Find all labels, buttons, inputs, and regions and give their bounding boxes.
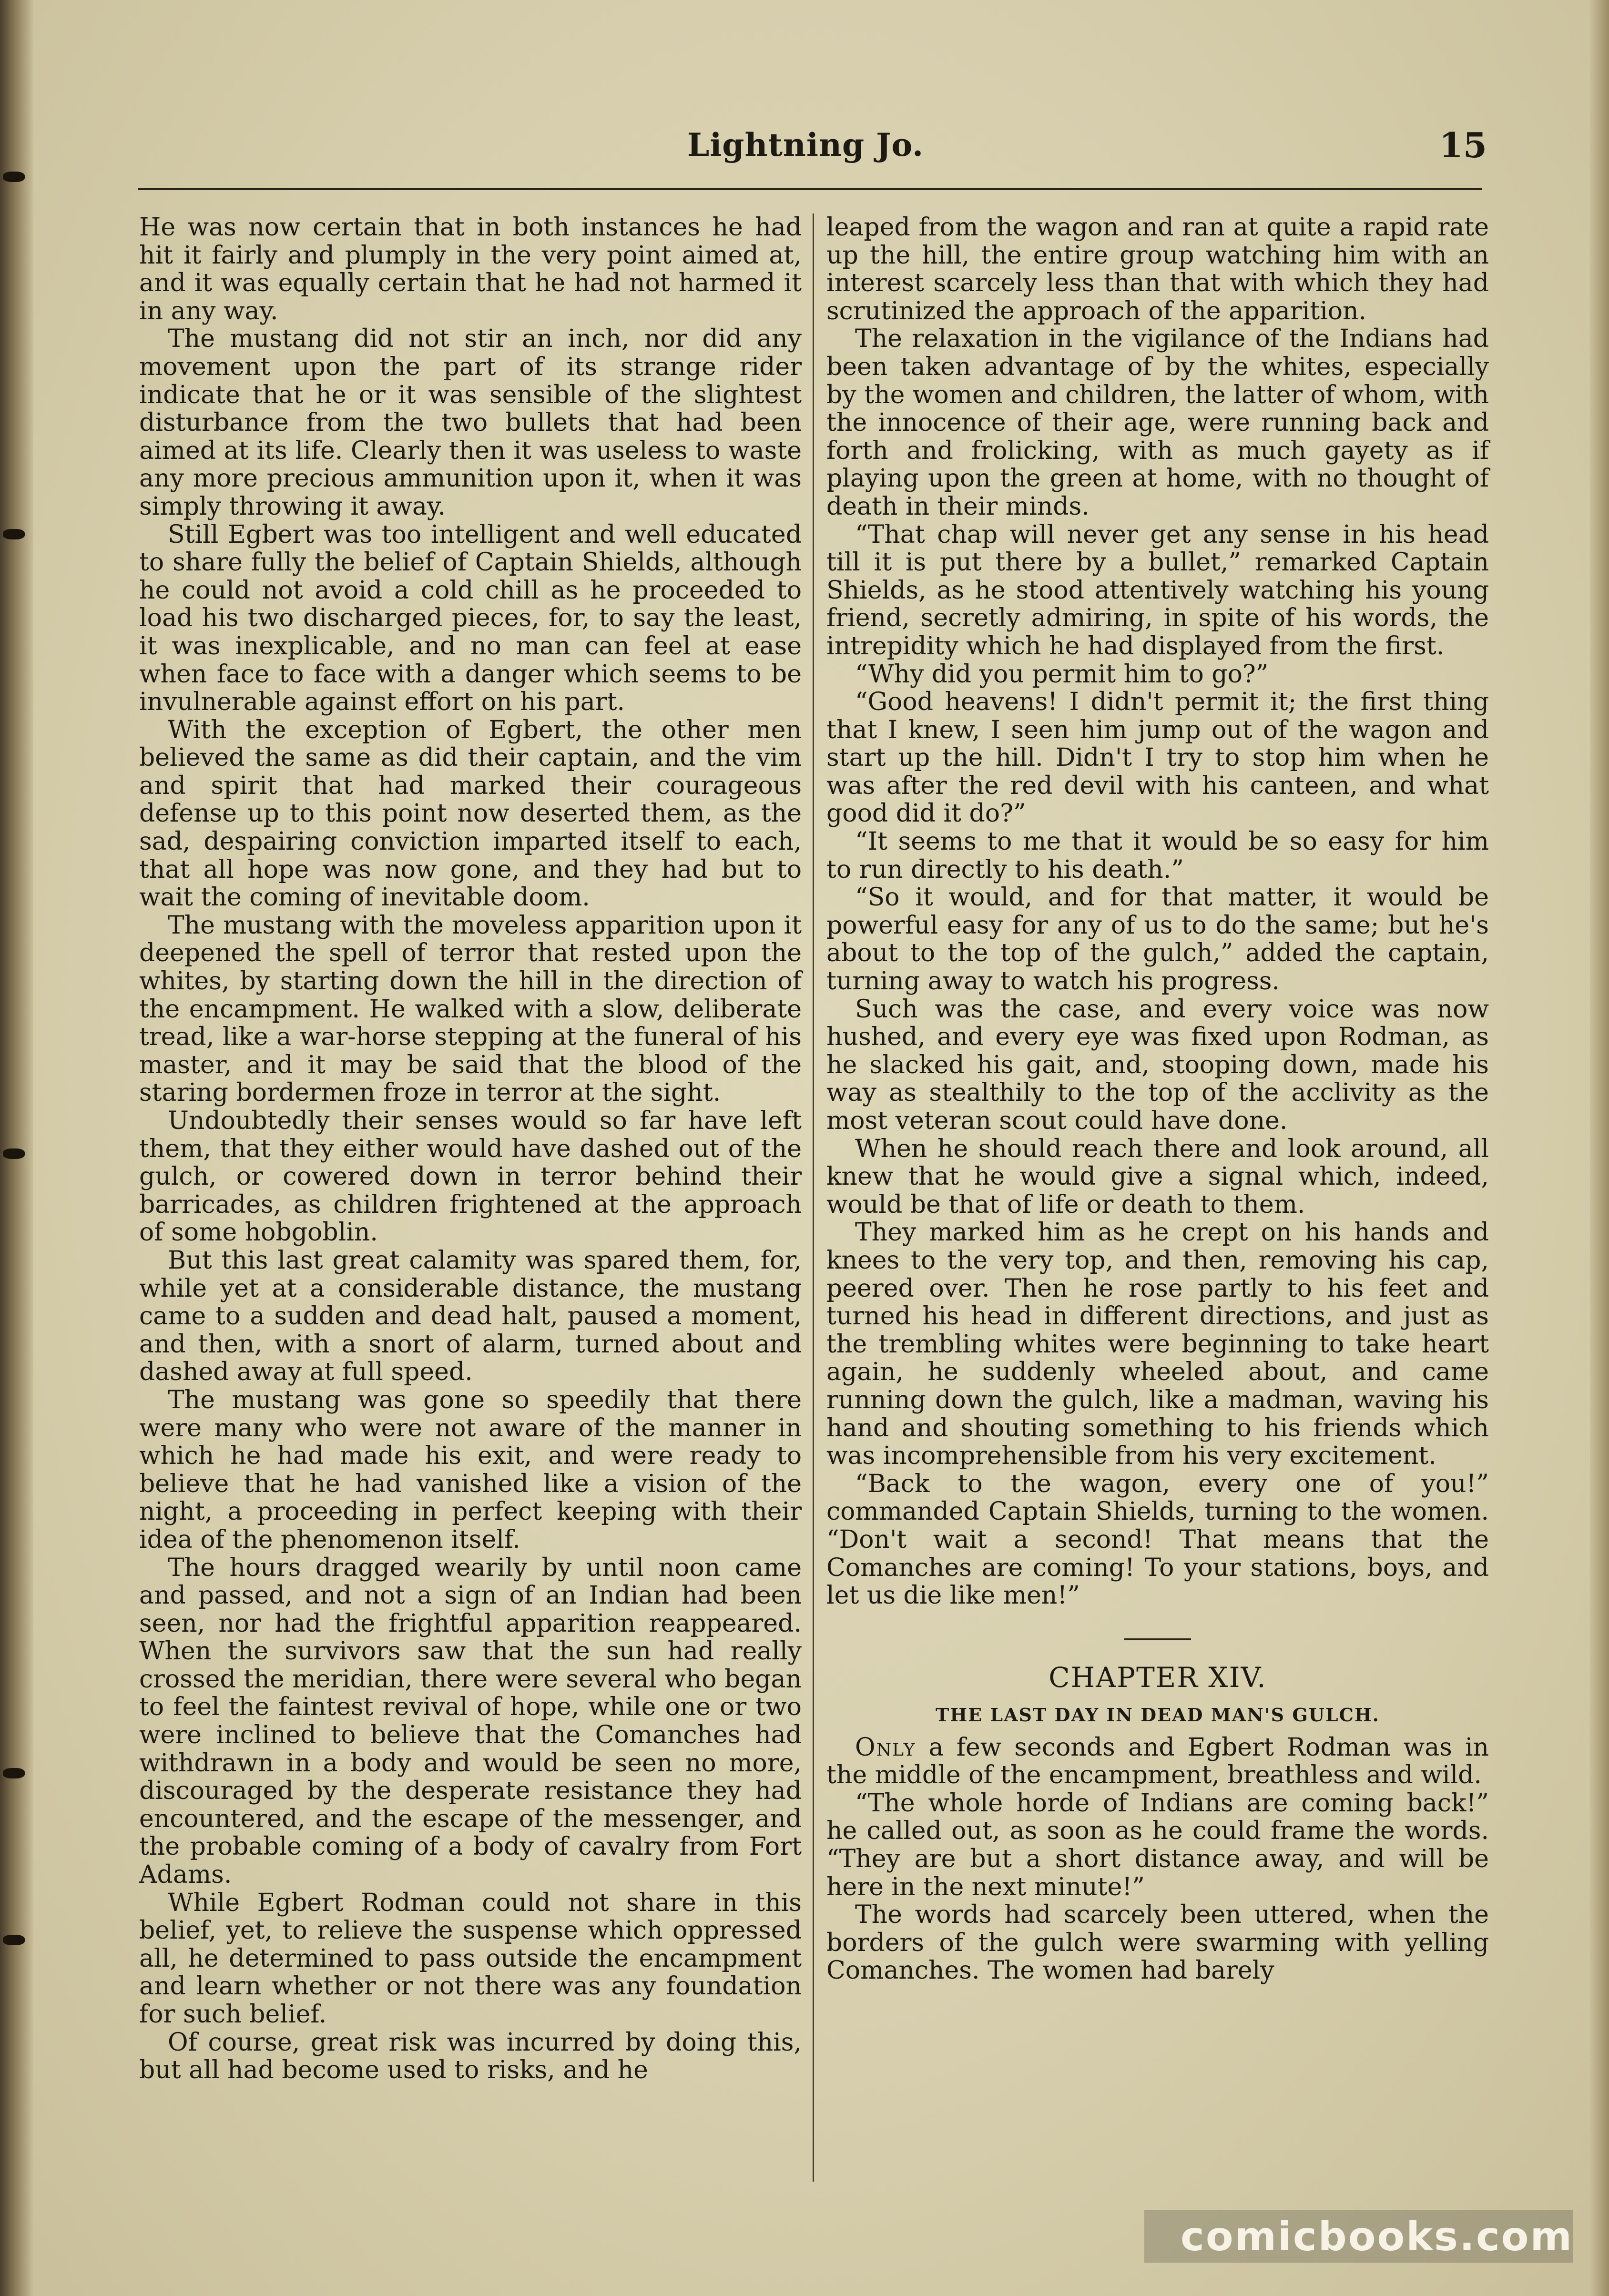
paragraph: “Back to the wagon, every one of you!” commanded Captain Shields, turning to the women. “Don't wait a second! That means that the Comanches are coming! To your stations, boys, and let us die like men!” [826,1469,1489,1610]
paragraph: “That chap will never get any sense in his head till it is put there by a bullet,” remarked Captain Shields, as he stood attentively watching his young friend, secretly admiring, in spite of his words, the intrepidity which he had displayed from the first. [826,520,1489,660]
binding-stitch [3,1935,25,1945]
paragraph: “The whole horde of Indians are coming back!” he called out, as soon as he could frame the words. “They are but a short distance away, and will be here in the next minute!” [826,1788,1489,1901]
column-divider [813,213,814,2182]
paragraph: He was now certain that in both instances he had hit it fairly and plumply in the very point aimed at, and it was equally certain that he had not harmed it in any way. [139,213,802,325]
chapter-subtitle: THE LAST DAY IN DEAD MAN'S GULCH. [935,1704,1380,1726]
right-column [826,213,1489,1985]
paragraph: “So it would, and for that matter, it would be powerful easy for any of us to do the same; but he's about to the top of the gulch,” added the captain, turning away to watch his progress. [826,883,1489,996]
paragraph: The mustang was gone so speedily that there were many who were not aware of the manner in which he had made his exit, and were ready to believe that he had vanished like a vision of the night, a proceeding in perfect keeping with their idea of the phenomenon itself. [139,1385,802,1554]
paragraph: Still Egbert was too intelligent and well educated to share fully the belief of Captain Shields, although he could not avoid a cold chill as he proceeded to load his two discharged pieces, for, to say the least, it was inexplicable, and no man can feel at ease when face to face with a danger which seems to be invulnerable against effort on his part. [139,520,802,717]
paragraph: The hours dragged wearily by until noon came and passed, and not a sign of an Indian had been seen, nor had the frightful apparition reappeared. When the survivors saw that the sun had really crossed the meridian, there were several who began to feel the faintest revival of hope, while one or two were inclined to believe that the Comanches had withdrawn in a body and would be seen no more, discouraged by the desperate resistance they had encountered, and the escape of the messenger, and the probable coming of a body of cavalry from Fort Adams. [139,1553,802,1890]
paragraph: But this last great calamity was spared them, for, while yet at a considerable distance, the mustang came to a sudden and dead halt, paused a moment, and then, with a snort of alarm, turned about and dashed away at full speed. [139,1246,802,1387]
paragraph: leaped from the wagon and ran at quite a rapid rate up the hill, the entire group watching him with an interest scarcely less than that with which they had scrutinized the approach of the apparition. [826,213,1489,325]
site-watermark: comicbooks.com [1144,2210,1573,2263]
paragraph: They marked him as he crept on his hands and knees to the very top, and then, removing his cap, peered over. Then he rose partly to his feet and turned his head in different directions, and just as the trembling whites were beginning to take heart again, he suddenly wheeled about, and came running down the gulch, like a madman, waving his hand and shouting something to his friends which was incomprehensible from his very excitement. [826,1218,1489,1471]
paragraph: When he should reach there and look around, all knew that he would give a signal which, indeed, would be that of life or death to them. [826,1134,1489,1219]
section-rule [1124,1638,1191,1640]
binding-stitch [3,172,25,182]
binding-stitch [3,1148,25,1159]
chapter-opening-paragraph [826,1734,1489,1789]
running-header-title: Lightning Jo. [687,126,924,163]
header-rule [138,188,1482,190]
paragraph: Undoubtedly their senses would so far have left them, that they either would have dashed out of the gulch, or cowered down in terror behind their barricades, as children frightened at the approach of some hobgoblin. [139,1107,802,1247]
paragraph: Of course, great risk was incurred by doing this, but all had become used to risks, and he [139,2028,802,2085]
paragraph: While Egbert Rodman could not share in this belief, yet, to relieve the suspense which oppressed all, he determined to pass outside the encampment and learn whether or not there was any foundation for such belief. [139,1888,802,2029]
paragraph: “Good heavens! I didn't permit it; the first thing that I knew, I seen him jump out of the wagon and start up the hill. Didn't I try to stop him when he was after the red devil with his canteen, and what good did it do?” [826,688,1489,828]
left-column [139,213,802,2084]
paragraph: With the exception of Egbert, the other men believed the same as did their captain, and the vim and spirit that had marked their courageous defense up to this point now deserted them, as the sad, despairing conviction imparted itself to each, that all hope was now gone, and they had but to wait the coming of inevitable doom. [139,715,802,912]
paragraph: “It seems to me that it would be so easy for him to run directly to his death.” [826,827,1489,884]
page-number: 15 [1439,125,1487,165]
page-binding [0,0,33,2296]
binding-stitch [3,529,25,539]
page-edge [1590,0,1609,2296]
paragraph: The mustang with the moveless apparition upon it deepened the spell of terror that rested upon the whites, by starting down the hill in the direction of the encampment. He walked with a slow, deliberate tread, like a war-horse stepping at the funeral of his master, and it may be said that the blood of the staring bordermen froze in terror at the sight. [139,911,802,1107]
chapter-heading: CHAPTER XIV. [1049,1661,1267,1694]
paragraph: The words had scarcely been uttered, when the borders of the gulch were swarming with yelling Comanches. The women had barely [826,1900,1489,1985]
paragraph: The relaxation in the vigilance of the Indians had been taken advantage of by the whites, especially by the women and children, the latter of whom, with the innocence of their age, were running back and forth and frolicking, with as much gayety as if playing upon the green at home, with no thought of death in their minds. [826,325,1489,521]
paragraph: “Why did you permit him to go?” [855,660,1269,689]
paragraph: The mustang did not stir an inch, nor did any movement upon the part of its strange rider indicate that he or it was sensible of the slightest disturbance from the two bullets that had been aimed at its life. Clearly then it was useless to waste any more precious ammunition upon it, when it was simply throwing it away. [139,325,802,521]
paragraph: Such was the case, and every voice was now hushed, and every eye was fixed upon Rodman, as he slacked his gait, and, stooping down, made his way as stealthily to the top of the acclivity as the most veteran scout could have done. [826,995,1489,1135]
binding-stitch [3,1768,25,1778]
chapter-opening-text: a few seconds and Egbert Rodman was in the middle of the encampment, breathless and wild. [826,1733,1489,1790]
chapter-opening-word: Only [855,1733,916,1762]
